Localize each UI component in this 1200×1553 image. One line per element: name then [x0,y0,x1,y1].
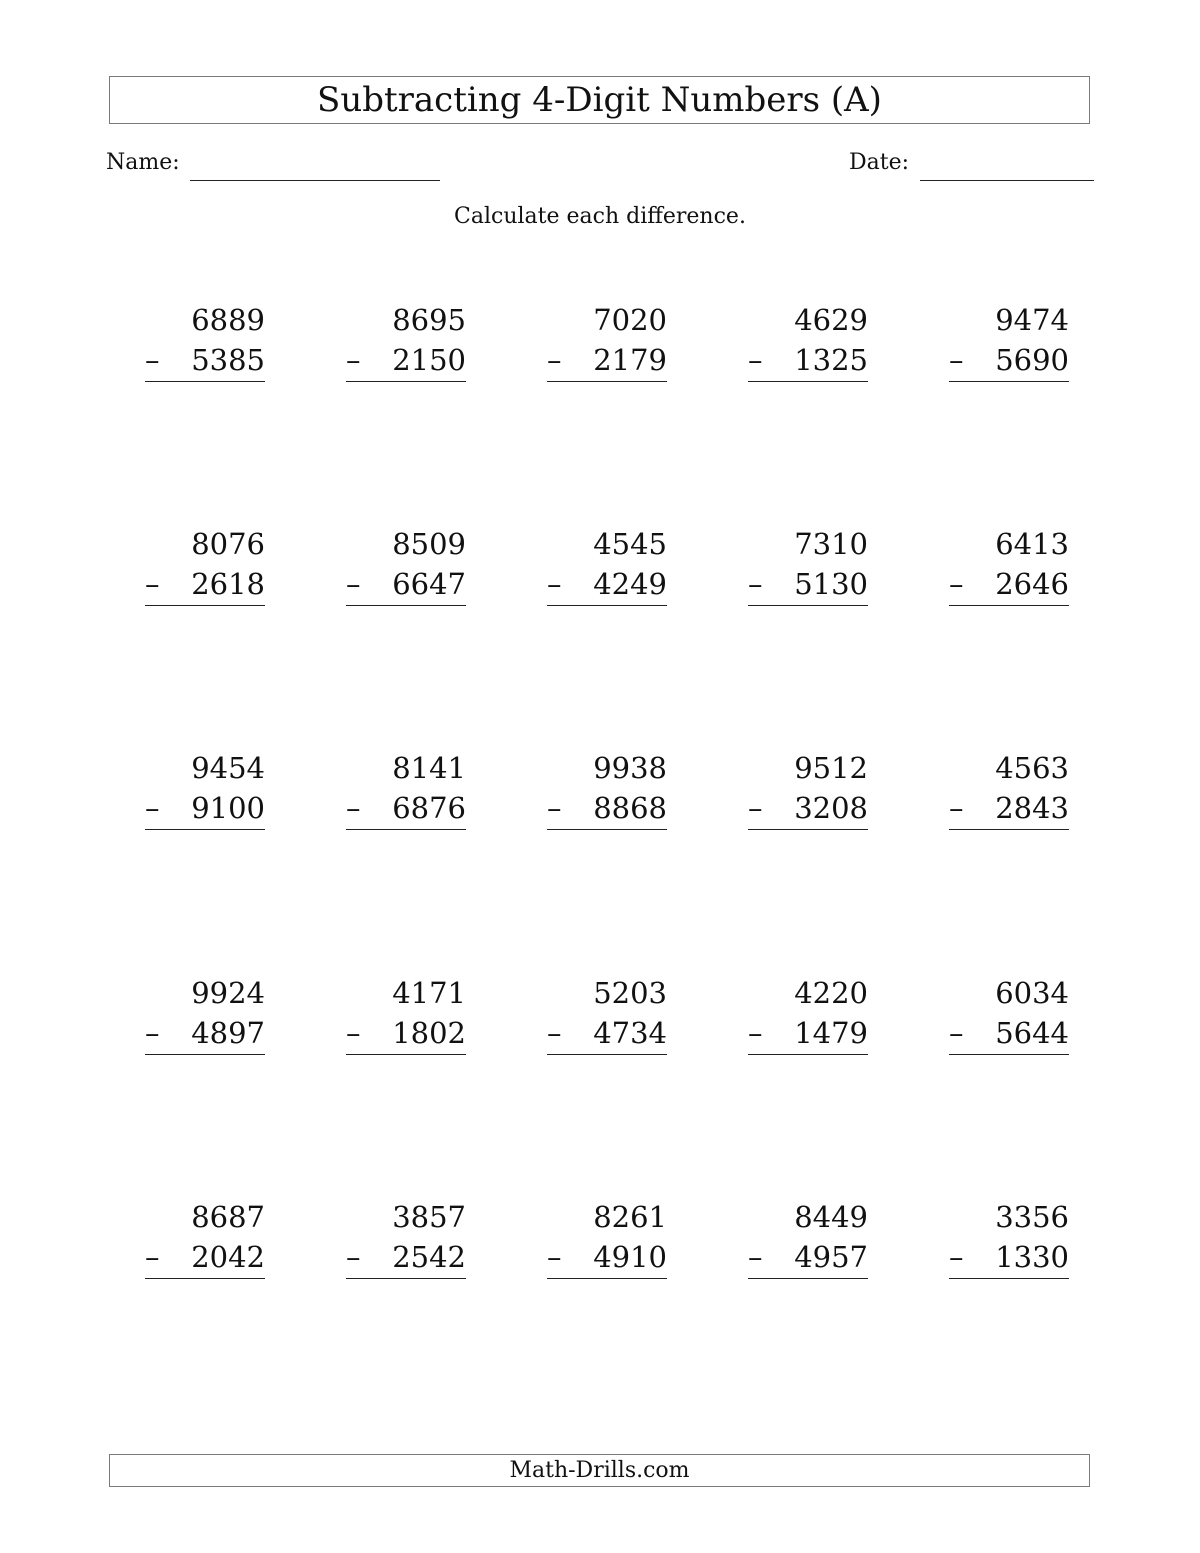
problem-subtrahend: 2843 [995,791,1069,825]
problem-minuend: 7310 [794,527,868,561]
subtraction-problem [949,303,1069,390]
answer-line[interactable] [949,829,1069,830]
subtraction-problem [949,976,1069,1063]
answer-line[interactable] [949,1054,1069,1055]
problem-minuend: 8695 [392,303,466,337]
problem-subtrahend: 2646 [995,567,1069,601]
subtraction-problem [145,751,265,838]
subtraction-problem [748,1200,868,1287]
minus-sign: – [547,567,562,601]
problem-minuend: 9924 [191,976,265,1010]
problem-subtrahend: 5130 [794,567,868,601]
problem-subtrahend: 6647 [392,567,466,601]
subtraction-problem [145,527,265,614]
subtraction-problem [547,303,667,390]
minus-sign: – [145,791,160,825]
problem-subtrahend: 2150 [392,343,466,377]
subtraction-problem [949,527,1069,614]
problem-subtrahend: 8868 [593,791,667,825]
subtraction-problem [547,1200,667,1287]
problem-minuend: 3356 [995,1200,1069,1234]
problem-subtrahend: 1479 [794,1016,868,1050]
answer-line[interactable] [346,605,466,606]
problem-minuend: 6034 [995,976,1069,1010]
minus-sign: – [748,1016,763,1050]
answer-line[interactable] [547,1054,667,1055]
subtraction-problem [748,751,868,838]
subtraction-problem [748,527,868,614]
problem-subtrahend: 6876 [392,791,466,825]
problem-minuend: 8076 [191,527,265,561]
minus-sign: – [145,1240,160,1274]
problem-subtrahend: 9100 [191,791,265,825]
minus-sign: – [949,343,964,377]
problem-subtrahend: 3208 [794,791,868,825]
worksheet-title-box [109,76,1090,124]
problem-minuend: 8449 [794,1200,868,1234]
answer-line[interactable] [145,1278,265,1279]
minus-sign: – [748,791,763,825]
problem-subtrahend: 4897 [191,1016,265,1050]
problem-minuend: 5203 [593,976,667,1010]
answer-line[interactable] [949,1278,1069,1279]
problem-subtrahend: 2179 [593,343,667,377]
problem-minuend: 4563 [995,751,1069,785]
problem-minuend: 3857 [392,1200,466,1234]
answer-line[interactable] [346,1054,466,1055]
problem-minuend: 6413 [995,527,1069,561]
problem-subtrahend: 1330 [995,1240,1069,1274]
answer-line[interactable] [346,829,466,830]
date-label: Date: [849,150,910,175]
problem-minuend: 9512 [794,751,868,785]
worksheet-title: Subtracting 4-Digit Numbers (A) [317,80,882,120]
answer-line[interactable] [748,1278,868,1279]
problem-subtrahend: 1325 [794,343,868,377]
problem-subtrahend: 5385 [191,343,265,377]
problem-subtrahend: 1802 [392,1016,466,1050]
problem-minuend: 8261 [593,1200,667,1234]
problem-minuend: 4220 [794,976,868,1010]
minus-sign: – [949,567,964,601]
minus-sign: – [748,1240,763,1274]
minus-sign: – [346,791,361,825]
problem-subtrahend: 4957 [794,1240,868,1274]
footer-box [109,1454,1090,1487]
problem-minuend: 4629 [794,303,868,337]
problem-subtrahend: 2042 [191,1240,265,1274]
minus-sign: – [748,343,763,377]
answer-line[interactable] [547,829,667,830]
problem-subtrahend: 4910 [593,1240,667,1274]
subtraction-problem [346,303,466,390]
minus-sign: – [145,567,160,601]
problem-subtrahend: 4734 [593,1016,667,1050]
subtraction-problem [145,1200,265,1287]
subtraction-problem [346,1200,466,1287]
minus-sign: – [748,567,763,601]
name-label: Name: [106,150,180,175]
problem-minuend: 4171 [392,976,466,1010]
minus-sign: – [949,1016,964,1050]
minus-sign: – [949,1240,964,1274]
date-blank-line[interactable] [920,180,1094,181]
subtraction-problem [547,527,667,614]
footer-text: Math-Drills.com [509,1457,690,1483]
answer-line[interactable] [547,605,667,606]
subtraction-problem [346,527,466,614]
minus-sign: – [346,1240,361,1274]
subtraction-problem [949,1200,1069,1287]
answer-line[interactable] [547,1278,667,1279]
answer-line[interactable] [949,605,1069,606]
instructions: Calculate each difference. [454,204,746,229]
answer-line[interactable] [145,381,265,382]
problem-minuend: 9474 [995,303,1069,337]
answer-line[interactable] [346,381,466,382]
problem-subtrahend: 5690 [995,343,1069,377]
problem-minuend: 4545 [593,527,667,561]
name-blank-line[interactable] [190,180,440,181]
problem-subtrahend: 2542 [392,1240,466,1274]
answer-line[interactable] [949,381,1069,382]
problem-minuend: 8141 [392,751,466,785]
answer-line[interactable] [748,829,868,830]
answer-line[interactable] [547,381,667,382]
problem-subtrahend: 2618 [191,567,265,601]
problem-minuend: 8509 [392,527,466,561]
subtraction-problem [748,976,868,1063]
problem-subtrahend: 5644 [995,1016,1069,1050]
answer-line[interactable] [145,1054,265,1055]
answer-line[interactable] [748,381,868,382]
minus-sign: – [346,1016,361,1050]
problem-subtrahend: 4249 [593,567,667,601]
subtraction-problem [346,976,466,1063]
minus-sign: – [547,1240,562,1274]
subtraction-problem [949,751,1069,838]
subtraction-problem [547,976,667,1063]
minus-sign: – [145,343,160,377]
problem-minuend: 9938 [593,751,667,785]
minus-sign: – [346,343,361,377]
problem-minuend: 7020 [593,303,667,337]
subtraction-problem [547,751,667,838]
answer-line[interactable] [748,605,868,606]
minus-sign: – [547,343,562,377]
subtraction-problem [748,303,868,390]
subtraction-problem [145,976,265,1063]
subtraction-problem [346,751,466,838]
minus-sign: – [346,567,361,601]
minus-sign: – [145,1016,160,1050]
answer-line[interactable] [346,1278,466,1279]
subtraction-problem [145,303,265,390]
minus-sign: – [547,1016,562,1050]
answer-line[interactable] [145,605,265,606]
minus-sign: – [547,791,562,825]
minus-sign: – [949,791,964,825]
problem-minuend: 6889 [191,303,265,337]
problem-minuend: 9454 [191,751,265,785]
answer-line[interactable] [145,829,265,830]
answer-line[interactable] [748,1054,868,1055]
problem-minuend: 8687 [191,1200,265,1234]
